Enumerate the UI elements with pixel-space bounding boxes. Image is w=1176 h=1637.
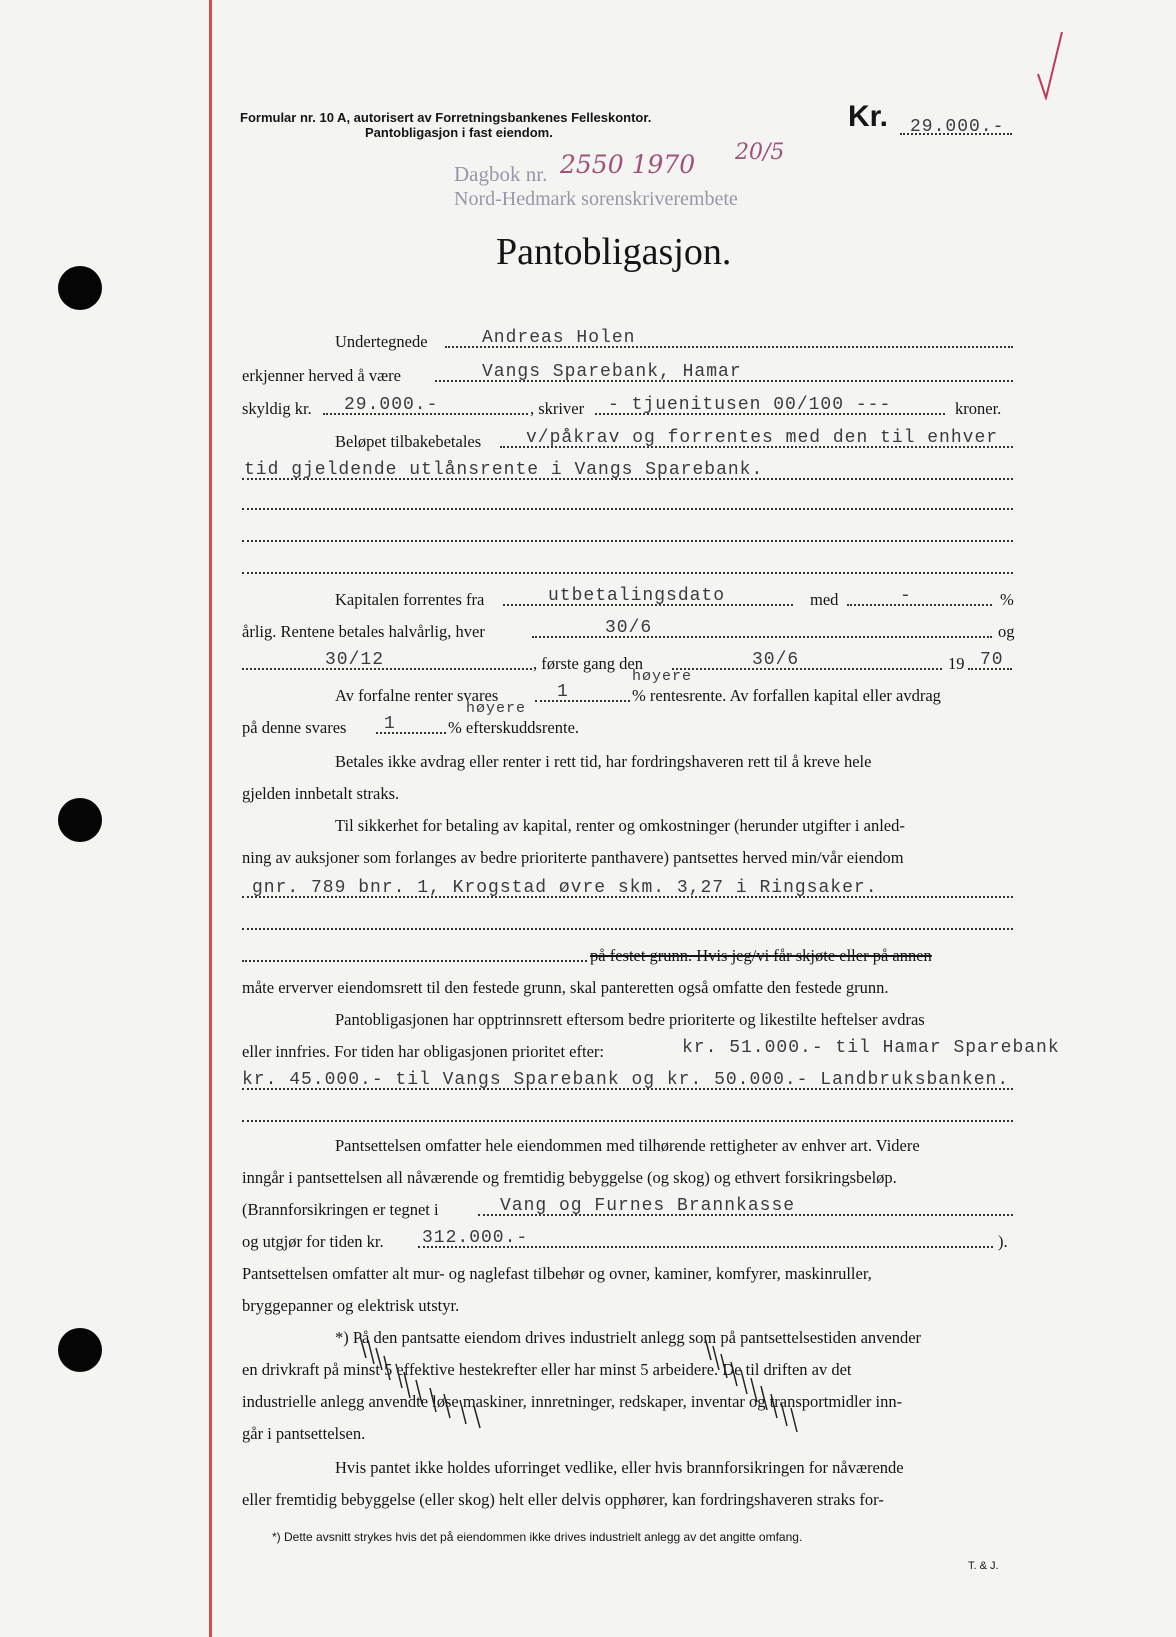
- dagbok-label: Dagbok nr.: [454, 162, 548, 186]
- paragraph-line: gjelden innbetalt straks.: [242, 784, 400, 803]
- paragraph-line: Til sikkerhet for betaling av kapital, renter og omkostninger (herunder utgifter i anled-: [335, 816, 905, 835]
- undertegnede-value: Andreas Holen: [482, 328, 636, 348]
- paragraph-line: *) På den pantsatte eiendom drives industrielt anlegg som på pantsettelsestiden anvender: [335, 1328, 922, 1347]
- kr-amount: 29.000.-: [910, 117, 1005, 137]
- paragraph-line: ning av auksjoner som forlanges av bedre prioriterte panthavere) pantsettes herved min/vår eiendom: [242, 848, 904, 867]
- utgjor-label: og utgjør for tiden kr.: [242, 1232, 384, 1251]
- year-value: 70: [980, 650, 1004, 670]
- percent-sign: %: [1000, 590, 1014, 609]
- utgjor-value: 312.000.-: [422, 1228, 529, 1248]
- undertegnede-label: Undertegnede: [335, 332, 428, 351]
- dotted-line: [242, 508, 1013, 510]
- skriver-value: - tjuenitusen 00/100 ---: [608, 395, 892, 415]
- dotted-line: [242, 668, 532, 670]
- tilbake-value1: v/påkrav og forrentes med den til enhver: [526, 428, 999, 448]
- prioritet-value1: kr. 51.000.- til Hamar Sparebank: [682, 1038, 1060, 1058]
- paragraph-line: Betales ikke avdrag eller renter i rett tid, har fordringshaveren rett til å kreve hele: [335, 752, 872, 771]
- arlig-value: 30/6: [605, 618, 653, 638]
- hoyere-insert-1: høyere: [632, 668, 693, 685]
- paragraph-line: en drivkraft på minst 5 effektive hestekrefter eller har minst 5 arbeidere. De til driften av det: [242, 1360, 852, 1379]
- paa-denne-label: på denne svares: [242, 718, 347, 737]
- paragraph-line: Hvis pantet ikke holdes uforringet vedlike, eller hvis brannforsikringen for nåværende: [335, 1458, 904, 1477]
- efterskudd-label: % efterskuddsrente.: [448, 718, 580, 737]
- skyldig-label: skyldig kr.: [242, 399, 312, 418]
- av-forfalne-label: Av forfalne renter svares: [335, 686, 499, 705]
- paragraph-line: måte erverver eiendomsrett til den festede grunn, skal panteretten også omfatte den festede grunn.: [242, 978, 889, 997]
- skyldig-value: 29.000.-: [344, 395, 439, 415]
- brann-label: (Brannforsikringen er tegnet i: [242, 1200, 439, 1219]
- med-label: med: [810, 590, 839, 609]
- kroner-label: kroner.: [955, 399, 1002, 418]
- dotted-line: [847, 604, 992, 606]
- festet-line: på festet grunn. Hvis jeg/vi får skjøte eller på annen: [590, 946, 932, 965]
- tilbake-label: Beløpet tilbakebetales: [335, 432, 482, 451]
- paragraph-line: industrielle anlegg anvendte løse maskiner, innretninger, redskaper, inventar og transportmidler inn-: [242, 1392, 903, 1411]
- utgjor-end: ).: [998, 1232, 1008, 1251]
- prioritet-value2: kr. 45.000.- til Vangs Sparebank og kr. 50.000.- Landbruksbanken.: [242, 1070, 1010, 1090]
- document-title: Pantobligasjon.: [496, 231, 732, 273]
- year-prefix: 19: [948, 654, 965, 673]
- erkjenner-value: Vangs Sparebank, Hamar: [482, 362, 742, 382]
- dotted-line: [532, 636, 992, 638]
- dotted-line: [242, 960, 587, 962]
- av-forfalne-value: 1: [557, 682, 569, 702]
- strikeout-marks: [360, 1328, 820, 1448]
- paragraph-line: inngår i pantsettelsen all nåværende og fremtidig bebyggelse (og skog) og ethvert forsikringsbeløp.: [242, 1168, 897, 1187]
- kapital-label: Kapitalen forrentes fra: [335, 590, 485, 609]
- skriver-label: , skriver: [530, 399, 585, 418]
- erkjenner-label: erkjenner herved å være: [242, 366, 401, 385]
- paragraph-line: Pantobligasjonen har opptrinnsrett eftersom bedre prioriterte og likestilte heftelser avdras: [335, 1010, 925, 1029]
- dotted-line: [242, 928, 1013, 930]
- punch-hole: [58, 266, 102, 310]
- paa-denne-value: 1: [384, 714, 396, 734]
- rentesrente-label: % rentesrente. Av forfallen kapital eller avdrag: [632, 686, 941, 705]
- dotted-line: [535, 700, 630, 702]
- punch-hole: [58, 1328, 102, 1372]
- dotted-line: [900, 133, 1012, 135]
- footnote: *) Dette avsnitt strykes hvis det på eiendommen ikke drives industrielt anlegg av det angitte omfang.: [272, 1530, 803, 1544]
- dagbok-number: 2550 1970: [560, 150, 696, 179]
- paragraph-line: bryggepanner og elektrisk utstyr.: [242, 1296, 460, 1315]
- dagbok-date: 20/5: [735, 140, 785, 165]
- hoyere-insert-2: høyere: [466, 700, 527, 717]
- eiendom-value: gnr. 789 bnr. 1, Krogstad øvre skm. 3,27 i Ringsaker.: [252, 878, 878, 898]
- printer-mark: T. & J.: [968, 1560, 999, 1572]
- red-margin-line: [209, 0, 212, 1637]
- arlig-label: årlig. Rentene betales halvårlig, hver: [242, 622, 485, 641]
- stamp-office: Nord-Hedmark sorenskriverembete: [454, 188, 738, 210]
- checkmark-icon: [1034, 28, 1064, 100]
- punch-hole: [58, 798, 102, 842]
- forste-value: 30/6: [752, 650, 800, 670]
- kr-label: Kr.: [848, 100, 889, 133]
- paragraph-line: Pantsettelsen omfatter alt mur- og naglefast tilbehør og ovner, kaminer, komfyrer, maskinruller,: [242, 1264, 872, 1283]
- dotted-line: [242, 540, 1013, 542]
- og-label: og: [998, 622, 1015, 641]
- paragraph-line: eller fremtidig bebyggelse (eller skog) helt eller delvis opphører, kan fordringshaveren straks for-: [242, 1490, 884, 1509]
- paragraph-line: Pantsettelsen omfatter hele eiendommen med tilhørende rettigheter av enhver art. Videre: [335, 1136, 920, 1155]
- paragraph-line: går i pantsettelsen.: [242, 1424, 366, 1443]
- dotted-line: [672, 668, 942, 670]
- date2-value: 30/12: [325, 650, 385, 670]
- dotted-line: [242, 572, 1013, 574]
- tilbake-value2: tid gjeldende utlånsrente i Vangs Sparebank.: [244, 460, 764, 480]
- form-header-line2: Pantobligasjon i fast eiendom.: [365, 125, 553, 140]
- brann-value: Vang og Furnes Brannkasse: [500, 1196, 796, 1216]
- forste-label: , første gang den: [533, 654, 643, 673]
- paragraph-line: eller innfries. For tiden har obligasjonen prioritet efter:: [242, 1042, 604, 1061]
- kapital-value: utbetalingsdato: [548, 586, 726, 606]
- dotted-line: [242, 1120, 1013, 1122]
- med-value: -: [900, 586, 912, 606]
- form-header-line1: Formular nr. 10 A, autorisert av Forretningsbankenes Felleskontor.: [240, 110, 652, 125]
